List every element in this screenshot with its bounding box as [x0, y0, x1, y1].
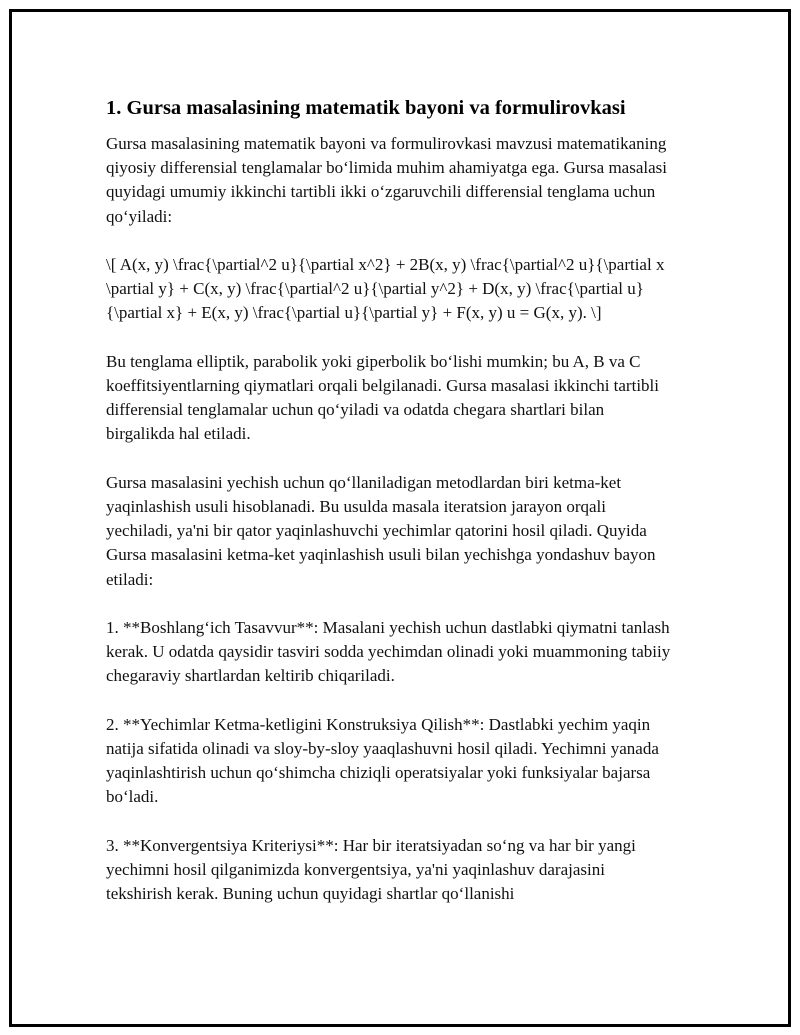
equation-type-paragraph: Bu tenglama elliptik, parabolik yoki giperbolik bo‘lishi mumkin; bu A, B va C koeffitsiyentlarning qiymatlari orqali belgilanadi. Gursa masalasi ikkinchi tartibli differensial tenglamalar uchun qo‘yiladi va odatda chegara shartlari bilan birgalikda hal etiladi. [106, 351, 659, 444]
step-1-paragraph: 1. **Boshlang‘ich Tasavvur**: Masalani yechish uchun dastlabki qiymatni tanlash kerak. U odatda qaysidir tasviri sodda yechimdan olinadi yoki muammoning tabiiy chegaraviy shartlardan keltirib chiqariladi. [106, 618, 671, 686]
document-body [106, 82, 672, 906]
step-3-paragraph: 3. **Konvergentsiya Kriteriysi**: Har bir iteratsiyadan so‘ng va har bir yangi yechimni hosil qilganimizda konvergentsiya, ya'ni yaqinlashuv darajasini tekshirish kerak. Buning uchun quyidagi shartlar qo‘llanishi [106, 835, 636, 904]
intro-paragraph: Gursa masalasining matematik bayoni va formulirovkasi mavzusi matematikaning qiyosiy differensial tenglamalar bo‘limida muhim ahamiyatga ega. Gursa masalasi quyidagi umumiy ikkinchi tartibli ikki o‘zgaruvchili differensial tenglama uchun qo‘yiladi: [106, 134, 667, 226]
method-paragraph: Gursa masalasini yechish uchun qo‘llaniladigan metodlardan biri ketma-ket yaqinlashish usuli hisoblanadi. Bu usulda masala iteratsion jarayon orqali yechiladi, ya'ni bir qator yaqinlashuvchi yechimlar qatorini hosil qiladi. Quyida Gursa masalasini ketma-ket yaqinlashish usuli bilan yechishga yondashuv bayon etiladi: [106, 472, 656, 589]
section-heading: 1. Gursa masalasining matematik bayoni va formulirovkasi [106, 97, 626, 119]
equation-paragraph: \[ A(x, y) \frac{\partial^2 u}{\partial x^2} + 2B(x, y) \frac{\partial^2 u}{\partial x \partial y} + C(x, y) \frac{\partial^2 u}{\partial y^2} + D(x, y) \frac{\partial u}{\partial x} + E(x, y) \frac{\partial u}{\partial y} + F(x, y) u = G(x, y). \] [106, 255, 665, 323]
step-2-paragraph: 2. **Yechimlar Ketma-ketligini Konstruksiya Qilish**: Dastlabki yechim yaqin natija sifatida olinadi va sloy-by-sloy yaaqlashuvni hosil qiladi. Yechimni yanada yaqinlashtirish uchun qo‘shimcha chiziqli operatsiyalar yoki funksiyalar bajarsa bo‘ladi. [106, 714, 659, 807]
